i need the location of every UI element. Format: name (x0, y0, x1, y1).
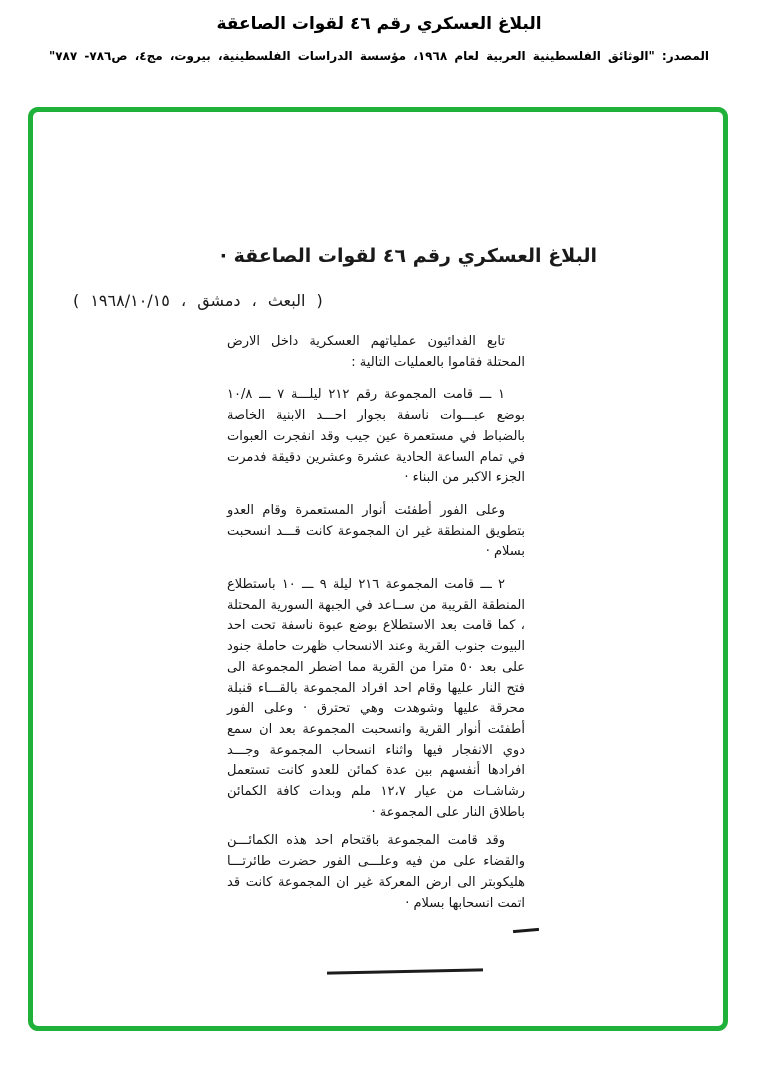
document-body (227, 332, 525, 914)
paragraph-operation-2-result: وقد قامت المجموعة باقتحام احد هذه الكمائـــن والقضاء على من فيه وعلـــى الفور حضرت طائرتـــا هليكوبتر الى ارض المعركة غير ان المجموعة كانت قد اتمت انسحابها بسلام · (227, 833, 525, 911)
paragraph-operation-2: ٢ ـــ قامت المجموعة ٢١٦ ليلة ٩ ـــ ١٠ باستطلاع المنطقة القريبة من ســاعد في الجبهة السورية المحتلة ، كما قامت بعد الاستطلاع بوضع عبوة ناسفة تحت احد البيوت جنوب القرية وعند الانسحاب ظهرت حاملة جنود على بعد ٥٠ مترا من القرية مما اضطر المجموعة الى فتح النار عليها وقام احد افراد المجموعة بالقـــاء قنبلة محرقة عليها وشوهدت وهي تحترق · وعلى الفور أطفئت أنوار القرية وانسحبت المجموعة بعد ان سمع دوي الانفجار فيها واثناء انسحاب المجموعة وجـــد افرادها أنفسهم بين عدة كمائن للعدو كانت تستعمل رشاشـات من عيار ١٢،٧ ملم وبدات كافة الكمائن باطلاق النار على المجموعة · (227, 577, 526, 820)
document-byline: ( البعث ، دمشق ، ١٩٦٨/١٠/١٥ ) (73, 291, 323, 310)
document-title: البلاغ العسكري رقم ٤٦ لقوات الصاعقة · (219, 245, 597, 267)
source-citation: المصدر: "الوثائق الفلسطينية العربية لعام ١٩٦٨، مؤسسة الدراسات الفلسطينية، بيروت، مج٤، ص٧٨٦- ٧٨٧" (48, 49, 710, 63)
end-dash-mark (513, 928, 539, 933)
paragraph-intro: تابع الفدائيون عملياتهم العسكرية داخل الارض المحتلة فقاموا بالعمليات التالية : (227, 334, 525, 370)
document-frame (28, 107, 728, 1031)
paragraph-operation-1-result: وعلى الفور أطفئت أنوار المستعمرة وقام العدو بتطويق المنطقة غير ان المجموعة كانت قـــد انسحبت بسلام · (227, 502, 525, 560)
paragraph-operation-1: ١ ـــ قامت المجموعة رقم ٢١٢ ليلـــة ٧ ـــ ١٠/٨ بوضع عبـــوات ناسفة بجوار احـــد الابنية الخاصة بالضباط في مستعمرة عين جيب وقد انفجرت العبوات في تمام الساعة الحادية عشرة وعشرين دقيقة فدمرت الجزء الاكبر من البناء · (227, 387, 525, 486)
footer-rule (327, 968, 483, 974)
page-title: البلاغ العسكري رقم ٤٦ لقوات الصاعقة (216, 14, 542, 34)
